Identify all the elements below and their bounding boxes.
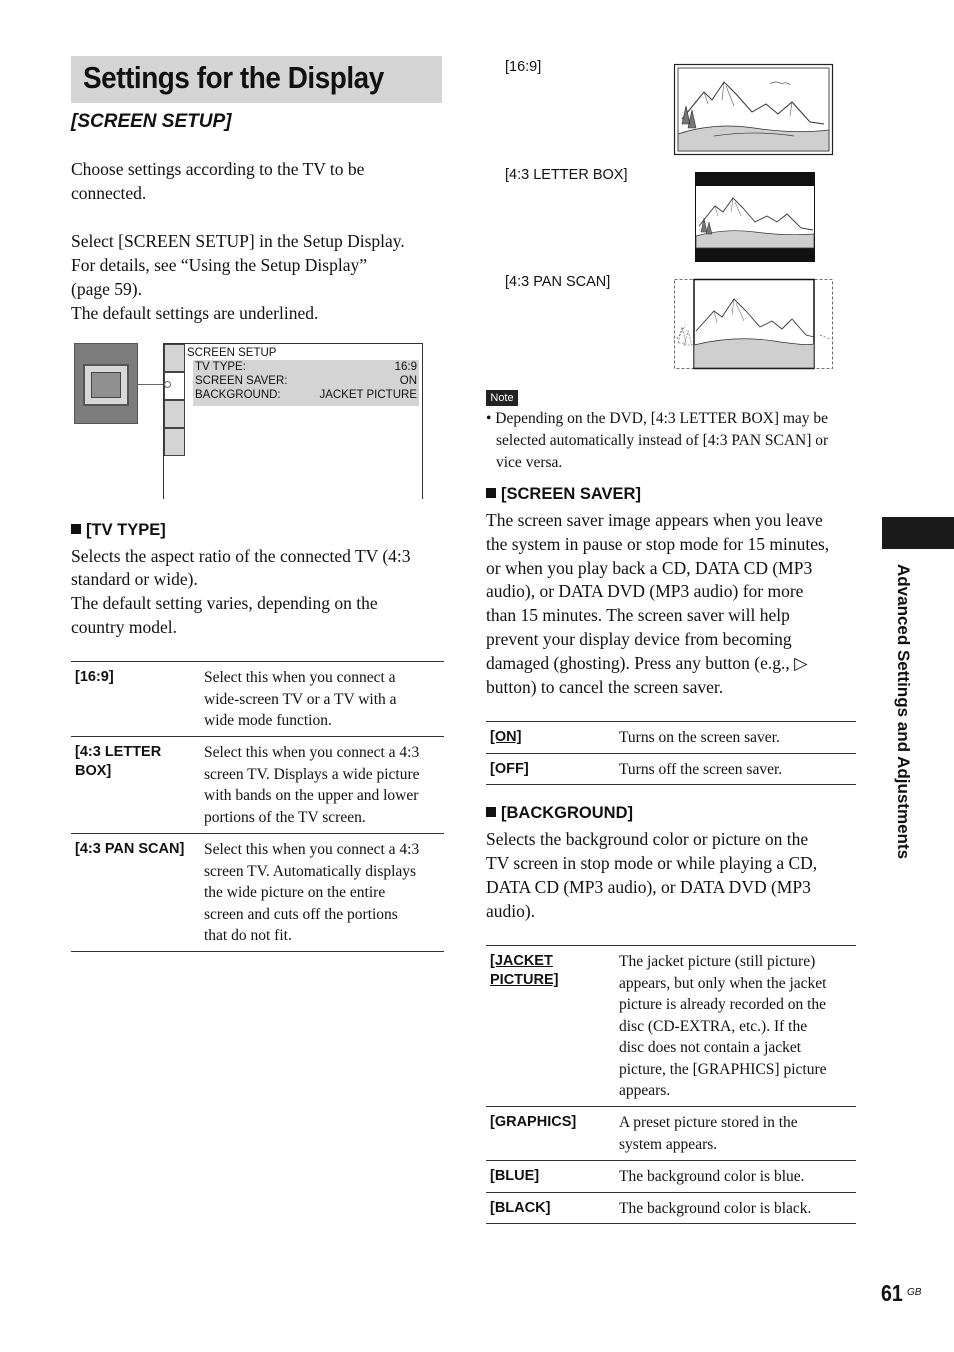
screen-saver-line: or when you play back a CD, DATA CD (MP3 (486, 558, 813, 578)
setup-menu-row (195, 375, 417, 387)
landscape-wide-image (674, 64, 833, 155)
table-desc-line: portions of the TV screen. (204, 809, 366, 826)
chapter-tab (882, 517, 954, 549)
setup-screen-title: SCREEN SETUP (187, 347, 277, 359)
table-desc-line: the wide picture on the entire (204, 884, 386, 901)
table-desc-line: disc does not contain a jacket (619, 1039, 802, 1056)
background-line: DATA CD (MP3 audio), or DATA DVD (MP3 (486, 877, 811, 897)
table-desc-line: screen TV. Automatically displays (204, 863, 417, 880)
intro-line: (page 59). (71, 279, 142, 299)
setup-tab (164, 428, 185, 456)
tv-type-heading (71, 521, 166, 540)
note-line: • Depending on the DVD, [4:3 LETTER BOX] may be (486, 410, 829, 427)
square-bullet-icon (71, 524, 81, 534)
table-row (486, 945, 856, 1106)
table-desc-line: screen TV. Displays a wide picture (204, 766, 420, 783)
aspect-label-wide: [16:9] (505, 59, 542, 75)
table-key: [16:9] (75, 669, 114, 685)
screen-saver-line: The screen saver image appears when you leave (486, 510, 823, 530)
table-desc-line: The background color is blue. (619, 1168, 805, 1185)
table-key: [4:3 LETTER (75, 744, 162, 760)
table-key: [JACKET (490, 953, 553, 969)
table-row (486, 1106, 856, 1160)
setup-menu-value: JACKET PICTURE (319, 389, 417, 401)
table-desc-line: that do not fit. (204, 927, 292, 944)
setup-menu-value: ON (399, 375, 417, 387)
setup-tab (164, 344, 185, 372)
table-desc-line: with bands on the upper and lower (204, 787, 419, 804)
setup-screen (163, 343, 423, 499)
table-row (486, 721, 856, 753)
square-bullet-icon (486, 488, 496, 498)
tv-screen-icon (83, 364, 129, 406)
table-row (71, 661, 444, 736)
table-key: [GRAPHICS] (490, 1114, 577, 1130)
intro-line: Select [SCREEN SETUP] in the Setup Display. (71, 231, 405, 251)
table-desc-line: Select this when you connect a (204, 669, 396, 686)
table-row (486, 1160, 856, 1192)
setup-tab (164, 400, 185, 428)
screen-saver-heading-text: [SCREEN SAVER] (501, 485, 641, 503)
setup-menu-value: 16:9 (394, 361, 417, 373)
table-desc-line: system appears. (619, 1136, 718, 1153)
aspect-label-panscan: [4:3 PAN SCAN] (505, 274, 611, 290)
table-desc-line: picture, the [GRAPHICS] picture (619, 1061, 827, 1078)
landscape-letterbox-image (695, 172, 815, 262)
setup-menu (193, 360, 419, 406)
square-bullet-icon (486, 807, 496, 817)
setup-display-icon (74, 343, 138, 424)
intro-line: The default settings are underlined. (71, 303, 319, 323)
screen-saver-line: prevent your display device from becoming (486, 629, 792, 649)
table-key: BOX] (75, 763, 112, 779)
background-line: audio). (486, 901, 536, 921)
setup-menu-label: BACKGROUND: (195, 389, 281, 401)
landscape-panscan-image (674, 279, 833, 369)
tv-type-line: standard or wide). (71, 569, 198, 589)
setup-menu-row (195, 361, 417, 373)
screen-saver-heading (486, 485, 641, 504)
table-desc-line: A preset picture stored in the (619, 1114, 798, 1131)
intro-line: connected. (71, 183, 147, 203)
tv-type-line: The default setting varies, depending on the (71, 593, 378, 613)
screen-saver-line: than 15 minutes. The screen saver will help (486, 605, 790, 625)
table-key: [ON] (490, 729, 522, 745)
screen-saver-line: damaged (ghosting). Press any button (e.g., ▷ (486, 653, 808, 673)
table-desc-line: The background color is black. (619, 1200, 812, 1217)
tv-type-line: Selects the aspect ratio of the connected TV (4:3 (71, 546, 411, 566)
table-desc-line: Turns off the screen saver. (619, 761, 783, 778)
screen-saver-line: audio), or DATA DVD (MP3 audio) for more (486, 581, 804, 601)
chapter-side-label: Advanced Settings and Adjustments (894, 564, 913, 860)
table-key: [4:3 PAN SCAN] (75, 841, 185, 857)
page-title-bar (71, 56, 442, 103)
table-key: [OFF] (490, 761, 529, 777)
background-line: Selects the background color or picture on the (486, 829, 809, 849)
table-row (71, 833, 444, 952)
page-subtitle: [SCREEN SETUP] (71, 111, 232, 132)
screen-saver-line: the system in pause or stop mode for 15 minutes, (486, 534, 830, 554)
aspect-label-letterbox: [4:3 LETTER BOX] (505, 167, 628, 183)
note-badge: Note (486, 390, 518, 406)
setup-menu-row (195, 389, 417, 401)
table-desc-line: disc (CD-EXTRA, etc.). If the (619, 1018, 808, 1035)
table-desc-line: wide-screen TV or a TV with a (204, 691, 397, 708)
background-line: TV screen in stop mode or while playing a CD, (486, 853, 818, 873)
background-heading (486, 804, 633, 823)
table-desc-line: Select this when you connect a 4:3 (204, 744, 420, 761)
intro-line: For details, see “Using the Setup Display” (71, 255, 367, 275)
setup-tab-column (164, 344, 185, 458)
table-desc-line: The jacket picture (still picture) (619, 953, 816, 970)
note-line: selected automatically instead of [4:3 PAN SCAN] or (496, 432, 829, 449)
table-desc-line: screen and cuts off the portions (204, 906, 398, 923)
page-number: 61 (881, 1280, 903, 1306)
callout-dot (164, 381, 171, 388)
note-line: vice versa. (496, 454, 563, 471)
setup-menu-label: TV TYPE: (195, 361, 246, 373)
table-key: [BLACK] (490, 1200, 551, 1216)
table-desc-line: wide mode function. (204, 712, 332, 729)
table-key: [BLUE] (490, 1168, 540, 1184)
setup-menu-label: SCREEN SAVER: (195, 375, 288, 387)
table-row (486, 753, 856, 785)
note-text (486, 408, 858, 474)
table-desc-line: Select this when you connect a 4:3 (204, 841, 420, 858)
table-key: PICTURE] (490, 972, 559, 988)
screen-saver-line: button) to cancel the screen saver. (486, 677, 724, 697)
table-desc-line: picture is already recorded on the (619, 996, 827, 1013)
tv-type-line: country model. (71, 617, 177, 637)
table-row (486, 1192, 856, 1224)
page-title: Settings for the Display (83, 60, 384, 95)
table-desc-line: appears, but only when the jacket (619, 975, 827, 992)
table-row (71, 736, 444, 833)
background-heading-text: [BACKGROUND] (501, 804, 633, 822)
table-desc-line: appears. (619, 1082, 671, 1099)
page-number-suffix: GB (907, 1287, 922, 1298)
intro-line: Choose settings according to the TV to be (71, 159, 365, 179)
table-desc-line: Turns on the screen saver. (619, 729, 780, 746)
tv-type-heading-text: [TV TYPE] (86, 521, 166, 539)
